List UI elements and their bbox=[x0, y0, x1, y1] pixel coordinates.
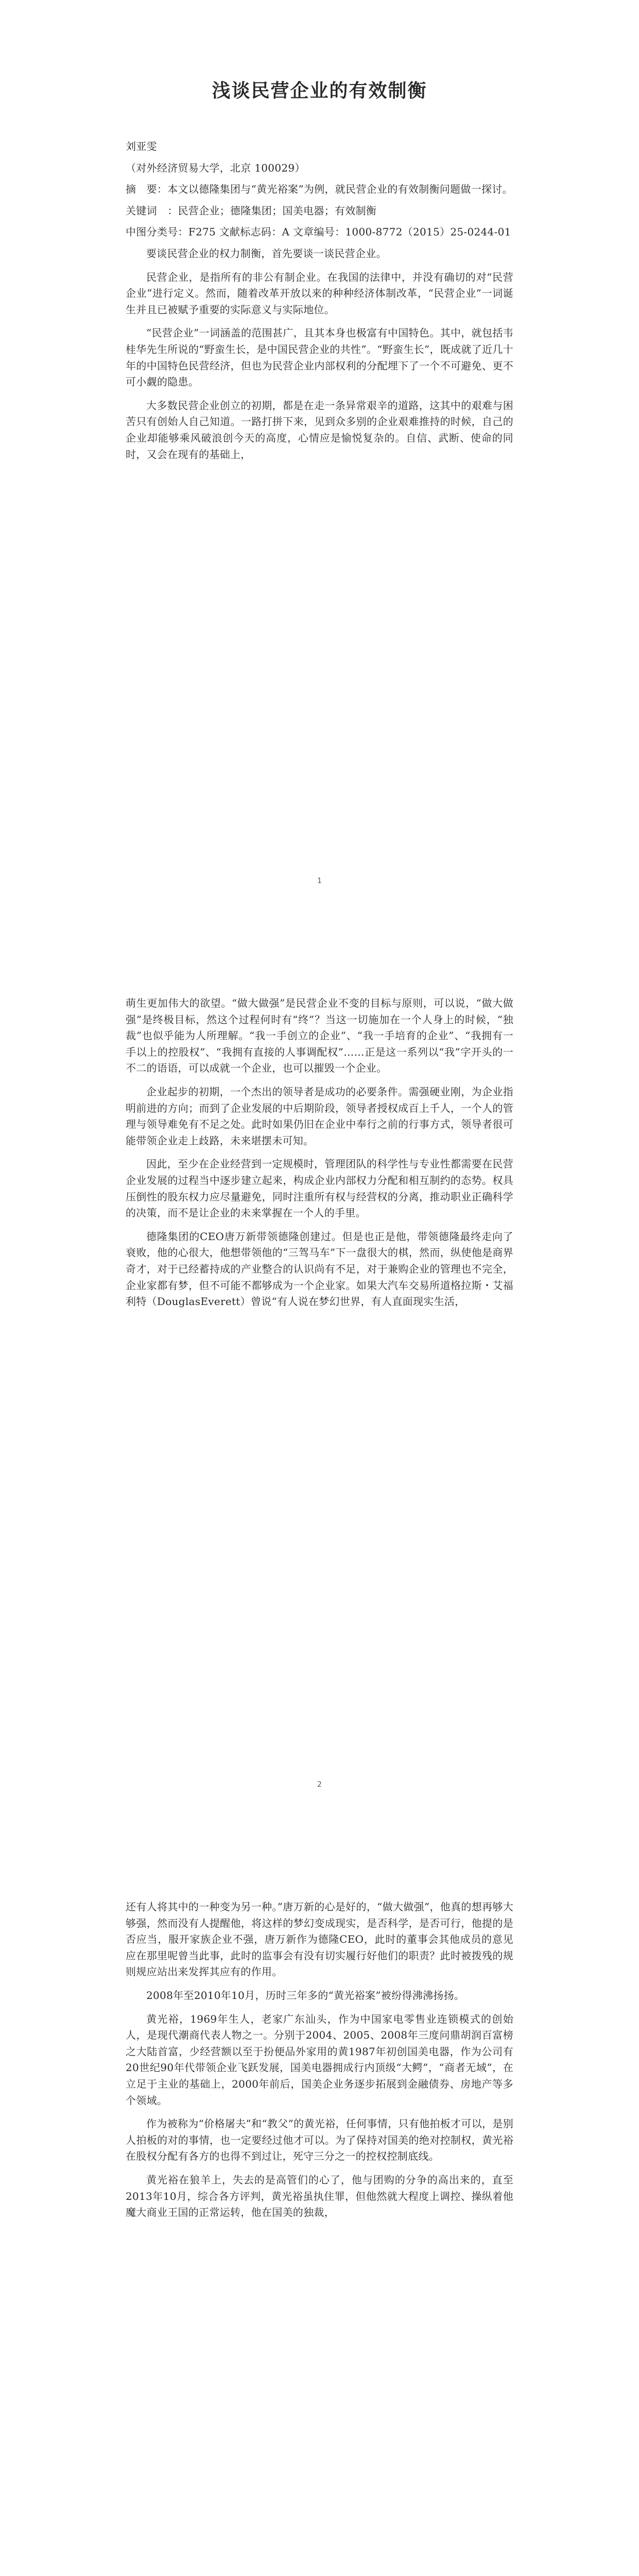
abstract bbox=[126, 181, 513, 198]
paragraph: “民营企业”一词涵盖的范围甚广，且其本身也极富有中国特色。其中，就包括韦桂华先生所说的“野蛮生长，是中国民营企业的共性”。“野蛮生长”，既成就了近几十年的中国特色民营经济，但也为民营企业内部权利的分配埋下了一个不可避免、更不可小觑的隐患。 bbox=[126, 327, 513, 388]
article-meta bbox=[126, 139, 513, 241]
abstract-text: 本文以德隆集团与“黄光裕案”为例，就民营企业的有效制衡问题做一探讨。 bbox=[167, 183, 513, 196]
paragraph: 黄光裕，1969年生人，老家广东汕头，作为中国家电零售业连锁模式的创始人，是现代潮商代表人物之一。分别于2004、2005、2008年三度问鼎胡润百富榜之大陆首富，少经营额以至于扮便品外家用的黄1987年初创国美电器，作为公司有20世纪90年代带领企业飞跃发展，国美电器拥成行内顶级“大鳄”，“商者无域”，在立足于主业的基础上，2000年前后，国美企业务逐步拓展到金融债券、房地产等多个领域。 bbox=[126, 2012, 513, 2107]
page-content bbox=[126, 904, 513, 1310]
classification-info: 中图分类号：F275 文献标志码：A 文章编号：1000-8772（2015）25-0244-01 bbox=[126, 226, 511, 239]
paragraph: 要谈民营企业的权力制衡，首先要谈一谈民营企业。 bbox=[146, 247, 387, 260]
keywords bbox=[126, 203, 513, 219]
keywords-text: 民营企业；德隆集团；国美电器；有效制衡 bbox=[178, 204, 377, 217]
paragraph: 民营企业，是指所有的非公有制企业。在我国的法律中，并没有确切的对“民营企业”进行定义。然而，随着改革开放以来的种种经济体制改革，“民营企业”一词诞生并且已被赋予重要的实际意义与实际地位。 bbox=[126, 270, 513, 316]
author-name: 刘亚雯 bbox=[126, 140, 157, 152]
page-content bbox=[126, 1807, 513, 2221]
paragraph: 萌生更加伟大的欲望。“做大做强”是民营企业不变的目标与原则，可以说，“做大做强”是终极目标，然这个过程何时有“终”？当这一切施加在一个人身上的时候，“独裁”也似乎能为人所理解。“我一手创立的企业”、“我一手培育的企业”、“我拥有一手以上的控股权”、“我拥有直接的人事调配权”……正是这一系列以“我”字开头的一不二的语语，可以成就一个企业，也可以摧毁一个企业。 bbox=[126, 997, 513, 1075]
abstract-label: 摘 要： bbox=[126, 183, 168, 196]
paragraph: 因此，至少在企业经营到一定规模时，管理团队的科学性与专业性都需要在民营企业发展的过程当中逐步建立起来，构成企业内部权力分配和相互制约的态势。权具压倒性的股东权力应尽量避免，同时注重所有权与经营权的分离，推动职业正确科学的决策，而不是让企业的未来掌握在一个人的手里。 bbox=[126, 1158, 513, 1219]
page-number: 1 bbox=[317, 877, 322, 885]
paragraph: 德隆集团的CEO唐万新带领德隆创建过。但是也正是他，带领德隆最终走向了衰败，他的心很大，他想带领他的“三驾马车”下一盘很大的棋，然而，纵使他是商界奇才，对于已经蓄持成的产业整合的认识尚有不足，对于兼购企业的管理也不完全，企业家都有梦，但不可能不都够成为一个企业家。如果大汽车交易所道格拉斯・艾福利特（DouglasEverett）曾说“有人说在梦幻世界，有人直面现实生活， bbox=[126, 1230, 513, 1308]
paragraph: 企业起步的初期，一个杰出的领导者是成功的必要条件。需强硬业刚，为企业指明前进的方向；而到了企业发展的中后期阶段，领导者授权成百上千人，一个人的管理与领导难免有不足之处。此时如果仍旧在企业中奉行之前的行事方式，领导者很可能带领企业走上歧路，未来堪摆未可知。 bbox=[126, 1085, 513, 1147]
paragraph: 还有人将其中的一种变为另一种。”唐万新的心是好的，“做大做强”，他真的想再够大够强，然而没有人提醒他，将这样的梦幻变成现实，是否科学，是否可行，他提的是否应当，服开家族企业不强，唐万新作为德隆CEO，此时的董事会其他成员的意见应在那里呢曾当此事，此时的监事会有没有切实履行好他们的职责？此时被拨残的规则规应站出来发挥其应有的作用。 bbox=[126, 1901, 513, 1978]
page-3 bbox=[0, 1807, 639, 2576]
page-number: 2 bbox=[317, 1781, 322, 1789]
paragraph: 黄光裕在狼羊上，失去的是高管们的心了，他与团购的分争的高出来的，直至2013年10月，综合各方评判，黄光裕虽执住罪，但他然就大程度上调控、操纵着他魔大商业王国的正常运转，他在国美的独裁， bbox=[126, 2173, 513, 2219]
author-affiliation: （对外经济贸易大学，北京 100029） bbox=[126, 161, 305, 174]
paragraph: 大多数民营企业创立的初期，都是在走一条异常艰辛的道路，这其中的艰难与困苦只有创始人自己知道。一路打拼下来，见到众多别的企业艰难推持的时候，自己的企业却能够乘风破浪创今天的高度，心情应是愉悦复杂的。自信、武断、使命的同时，又会在现有的基础上， bbox=[126, 399, 513, 461]
keywords-label: 关键词 ： bbox=[126, 204, 178, 217]
page-2 bbox=[0, 904, 639, 1807]
article-title: 浅谈民营企业的有效制衡 bbox=[212, 80, 427, 101]
paragraph: 2008年至2010年10月，历时三年多的“黄光裕案”被纷得沸沸扬扬。 bbox=[146, 1989, 465, 2002]
paragraph: 作为被称为“价格屠夫”和“教父”的黄光裕，任何事情，只有他拍板才可以，是别人拍板的对的事情，也一定要经过他才可以。为了保持对国美的绝对控制权，黄光裕在股权分配有各方的也得不到过让，死守三分之一的控权控制底线。 bbox=[126, 2117, 513, 2163]
page-content bbox=[126, 0, 513, 463]
page-1 bbox=[0, 0, 639, 904]
